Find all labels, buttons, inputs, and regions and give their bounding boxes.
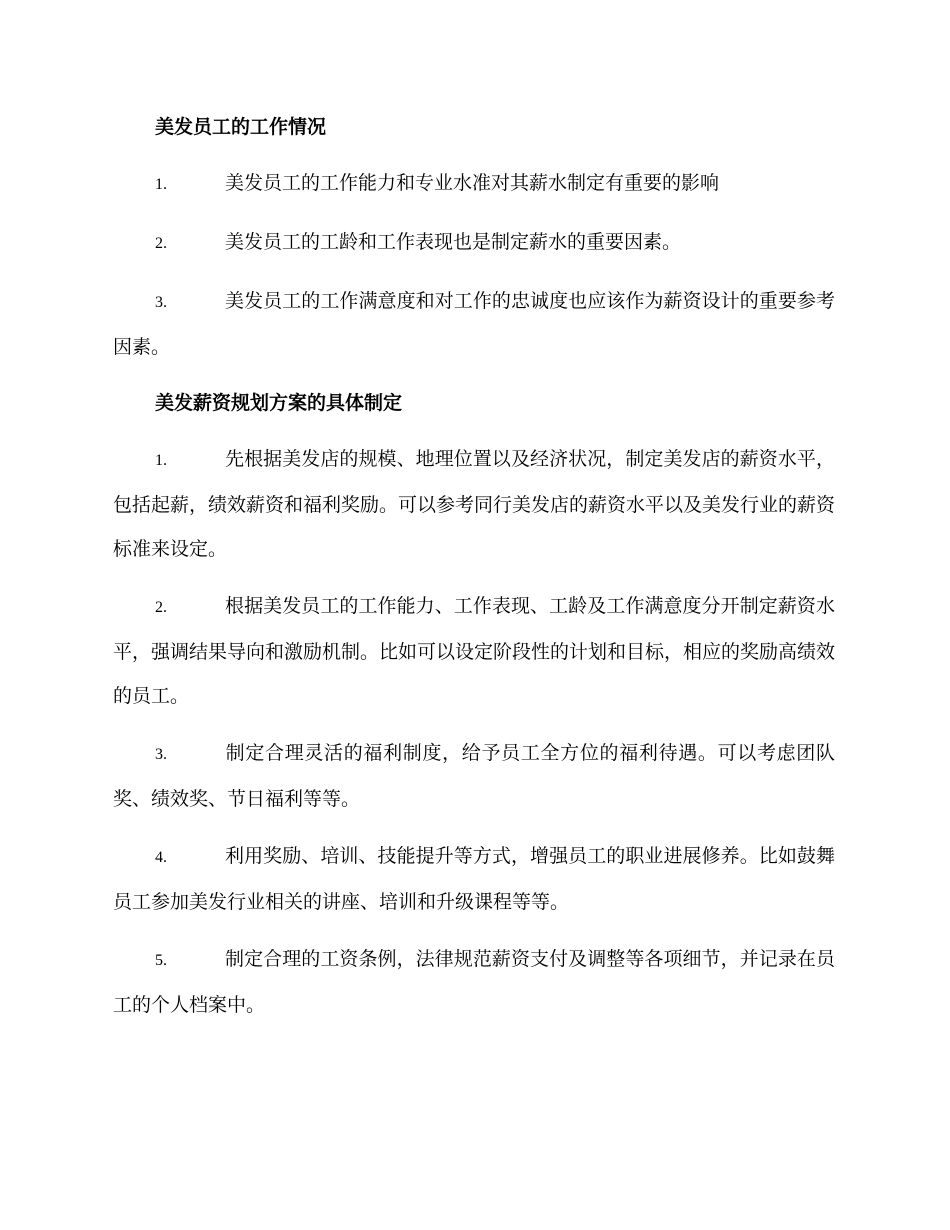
list-item	[113, 437, 835, 571]
list-item	[113, 834, 835, 924]
list-item	[113, 161, 835, 207]
list-item-text: 制定合理的工资条例，法律规范薪资支付及调整等各项细节，并记录在员工的个人档案中。	[113, 948, 835, 1016]
list-item-number: 5.	[155, 952, 167, 969]
list-item	[113, 584, 835, 718]
list-item-number: 3.	[155, 746, 167, 763]
list-item-text: 美发员工的工龄和工作表现也是制定薪水的重要因素。	[225, 231, 682, 253]
list-item	[113, 731, 835, 821]
list-item	[113, 220, 835, 266]
list-item-number: 2.	[155, 599, 167, 616]
list-item	[113, 937, 835, 1027]
section-heading-salary-plan: 美发薪资规划方案的具体制定	[155, 392, 403, 414]
list-item-number: 2.	[155, 235, 167, 252]
section-heading-work-situation: 美发员工的工作情况	[155, 116, 327, 138]
list-item	[113, 279, 835, 369]
list-item-text: 根据美发员工的工作能力、工作表现、工龄及工作满意度分开制定薪资水平，强调结果导向和激励机制。比如可以设定阶段性的计划和目标，相应的奖励高绩效的员工。	[113, 595, 836, 707]
list-item-text: 美发员工的工作满意度和对工作的忠诚度也应该作为薪资设计的重要参考因素。	[113, 290, 835, 358]
list-item-number: 4.	[155, 849, 167, 866]
list-item-number: 3.	[155, 294, 167, 311]
list-item-number: 1.	[155, 176, 167, 193]
document-page	[113, 106, 835, 1040]
list-item-text: 利用奖励、培训、技能提升等方式，增强员工的职业进展修养。比如鼓舞员工参加美发行业相关的讲座、培训和升级课程等等。	[113, 845, 835, 913]
list-item-text: 美发员工的工作能力和专业水准对其薪水制定有重要的影响	[225, 172, 720, 194]
list-item-text: 先根据美发店的规模、地理位置以及经济状况，制定美发店的薪资水平，包括起薪，绩效薪资和福利奖励。可以参考同行美发店的薪资水平以及美发行业的薪资标准来设定。	[113, 448, 836, 560]
list-item-number: 1.	[155, 452, 167, 469]
list-item-text: 制定合理灵活的福利制度，给予员工全方位的福利待遇。可以考虑团队奖、绩效奖、节日福利等等。	[113, 742, 835, 810]
